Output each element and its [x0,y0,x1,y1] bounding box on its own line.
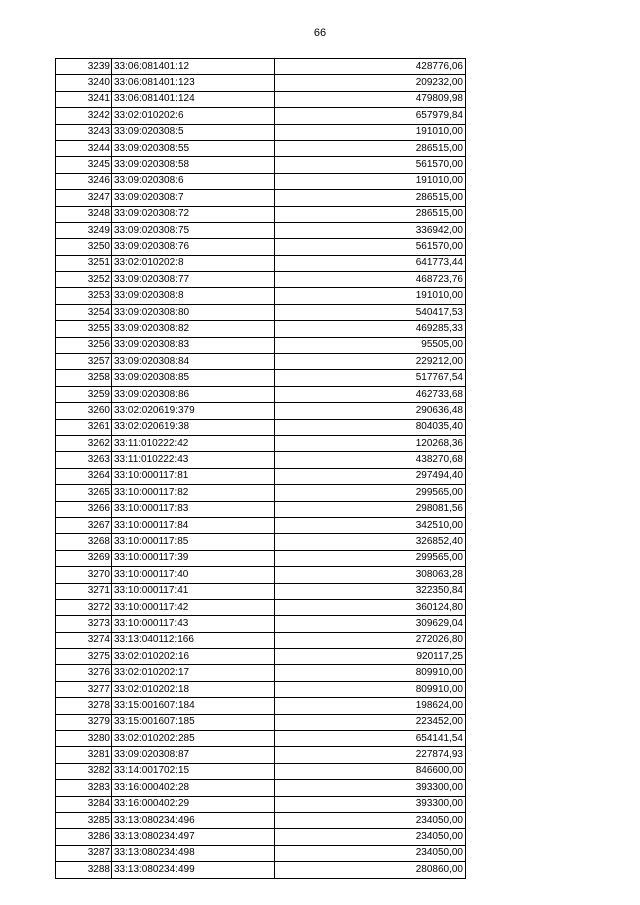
row-number-cell: 3241 [56,91,112,107]
table-row [56,599,466,615]
row-number-cell: 3263 [56,452,112,468]
cadastral-value-cell: 428776,06 [275,59,466,75]
table-row [56,190,466,206]
cadastral-number-cell: 33:02:020619:38 [112,419,275,435]
row-number-cell: 3287 [56,845,112,861]
row-number-cell: 3268 [56,534,112,550]
cadastral-number-cell: 33:09:020308:72 [112,206,275,222]
cadastral-number-cell: 33:02:010202:6 [112,108,275,124]
table-row [56,780,466,796]
table-row [56,501,466,517]
table-row [56,91,466,107]
cadastral-number-cell: 33:09:020308:80 [112,304,275,320]
cadastral-number-cell: 33:09:020308:85 [112,370,275,386]
row-number-cell: 3245 [56,157,112,173]
table-row [56,108,466,124]
table-row [56,550,466,566]
cadastral-number-cell: 33:02:010202:285 [112,731,275,747]
table-row [56,157,466,173]
cadastral-value-cell: 641773,44 [275,255,466,271]
cadastral-number-cell: 33:06:081401:12 [112,59,275,75]
table-row [56,206,466,222]
cadastral-number-cell: 33:09:020308:58 [112,157,275,173]
table-row [56,173,466,189]
table-row [56,255,466,271]
cadastral-number-cell: 33:16:000402:29 [112,796,275,812]
cadastral-value-cell: 462733,68 [275,386,466,402]
cadastral-number-cell: 33:02:020619:379 [112,403,275,419]
cadastral-value-cell: 234050,00 [275,812,466,828]
table-body [56,59,466,879]
table-row [56,386,466,402]
row-number-cell: 3288 [56,862,112,878]
cadastral-number-cell: 33:09:020308:8 [112,288,275,304]
cadastral-value-cell: 809910,00 [275,665,466,681]
row-number-cell: 3286 [56,829,112,845]
cadastral-value-cell: 360124,80 [275,599,466,615]
row-number-cell: 3246 [56,173,112,189]
table-row [56,796,466,812]
row-number-cell: 3240 [56,75,112,91]
table-row [56,321,466,337]
cadastral-number-cell: 33:13:080234:498 [112,845,275,861]
row-number-cell: 3267 [56,517,112,533]
table-row [56,665,466,681]
cadastral-value-cell: 234050,00 [275,845,466,861]
cadastral-value-table [55,58,466,879]
table-row [56,370,466,386]
table-row [56,829,466,845]
row-number-cell: 3265 [56,485,112,501]
cadastral-value-cell: 342510,00 [275,517,466,533]
cadastral-value-cell: 120268,36 [275,435,466,451]
row-number-cell: 3259 [56,386,112,402]
cadastral-number-cell: 33:10:000117:42 [112,599,275,615]
row-number-cell: 3239 [56,59,112,75]
cadastral-value-cell: 920117,25 [275,649,466,665]
row-number-cell: 3274 [56,632,112,648]
cadastral-value-cell: 804035,40 [275,419,466,435]
cadastral-value-cell: 309629,04 [275,616,466,632]
cadastral-value-cell: 299565,00 [275,485,466,501]
row-number-cell: 3242 [56,108,112,124]
table-row [56,75,466,91]
table-row [56,59,466,75]
cadastral-value-cell: 286515,00 [275,140,466,156]
table-row [56,435,466,451]
cadastral-number-cell: 33:10:000117:39 [112,550,275,566]
cadastral-value-cell: 227874,93 [275,747,466,763]
table-row [56,567,466,583]
row-number-cell: 3281 [56,747,112,763]
cadastral-number-cell: 33:13:080234:499 [112,862,275,878]
table-row [56,731,466,747]
cadastral-number-cell: 33:15:001607:184 [112,698,275,714]
row-number-cell: 3269 [56,550,112,566]
cadastral-number-cell: 33:06:081401:123 [112,75,275,91]
table-row [56,304,466,320]
cadastral-value-cell: 234050,00 [275,829,466,845]
table-row [56,583,466,599]
row-number-cell: 3251 [56,255,112,271]
table-row [56,124,466,140]
cadastral-value-cell: 280860,00 [275,862,466,878]
cadastral-value-cell: 846600,00 [275,763,466,779]
row-number-cell: 3252 [56,272,112,288]
cadastral-value-cell: 438270,68 [275,452,466,468]
table-row [56,485,466,501]
cadastral-number-cell: 33:13:080234:496 [112,812,275,828]
table-row [56,534,466,550]
cadastral-number-cell: 33:09:020308:55 [112,140,275,156]
cadastral-number-cell: 33:09:020308:5 [112,124,275,140]
cadastral-number-cell: 33:10:000117:84 [112,517,275,533]
cadastral-value-cell: 468723,76 [275,272,466,288]
cadastral-value-cell: 272026,80 [275,632,466,648]
row-number-cell: 3270 [56,567,112,583]
row-number-cell: 3266 [56,501,112,517]
cadastral-number-cell: 33:09:020308:87 [112,747,275,763]
row-number-cell: 3258 [56,370,112,386]
table-row [56,616,466,632]
table-row [56,403,466,419]
table-row [56,239,466,255]
cadastral-value-cell: 479809,98 [275,91,466,107]
table-row [56,222,466,238]
row-number-cell: 3271 [56,583,112,599]
row-number-cell: 3285 [56,812,112,828]
cadastral-value-cell: 286515,00 [275,206,466,222]
cadastral-value-cell: 540417,53 [275,304,466,320]
cadastral-number-cell: 33:10:000117:41 [112,583,275,599]
table-row [56,517,466,533]
row-number-cell: 3272 [56,599,112,615]
row-number-cell: 3278 [56,698,112,714]
cadastral-number-cell: 33:11:010222:42 [112,435,275,451]
row-number-cell: 3249 [56,222,112,238]
cadastral-value-cell: 393300,00 [275,796,466,812]
cadastral-number-cell: 33:09:020308:83 [112,337,275,353]
cadastral-value-cell: 809910,00 [275,681,466,697]
cadastral-value-cell: 191010,00 [275,288,466,304]
table-row [56,845,466,861]
cadastral-value-cell: 469285,33 [275,321,466,337]
cadastral-number-cell: 33:14:001702:15 [112,763,275,779]
cadastral-value-cell: 561570,00 [275,239,466,255]
cadastral-number-cell: 33:09:020308:6 [112,173,275,189]
table-row [56,632,466,648]
cadastral-value-cell: 561570,00 [275,157,466,173]
row-number-cell: 3260 [56,403,112,419]
row-number-cell: 3256 [56,337,112,353]
table-row [56,747,466,763]
table-row [56,698,466,714]
table-row [56,288,466,304]
table-row [56,419,466,435]
cadastral-value-cell: 654141,54 [275,731,466,747]
cadastral-number-cell: 33:09:020308:75 [112,222,275,238]
cadastral-number-cell: 33:10:000117:81 [112,468,275,484]
row-number-cell: 3276 [56,665,112,681]
cadastral-number-cell: 33:09:020308:77 [112,272,275,288]
row-number-cell: 3248 [56,206,112,222]
cadastral-value-cell: 517767,54 [275,370,466,386]
cadastral-value-cell: 191010,00 [275,173,466,189]
cadastral-number-cell: 33:09:020308:84 [112,354,275,370]
row-number-cell: 3253 [56,288,112,304]
cadastral-number-cell: 33:09:020308:7 [112,190,275,206]
cadastral-number-cell: 33:13:080234:497 [112,829,275,845]
cadastral-value-cell: 298081,56 [275,501,466,517]
cadastral-number-cell: 33:02:010202:18 [112,681,275,697]
cadastral-value-cell: 322350,84 [275,583,466,599]
row-number-cell: 3243 [56,124,112,140]
cadastral-number-cell: 33:06:081401:124 [112,91,275,107]
cadastral-number-cell: 33:10:000117:82 [112,485,275,501]
table-row [56,681,466,697]
cadastral-number-cell: 33:11:010222:43 [112,452,275,468]
cadastral-value-cell: 286515,00 [275,190,466,206]
page-number: 66 [313,27,327,39]
table-row [56,649,466,665]
cadastral-value-cell: 299565,00 [275,550,466,566]
row-number-cell: 3250 [56,239,112,255]
cadastral-value-cell: 223452,00 [275,714,466,730]
table-row [56,337,466,353]
cadastral-value-cell: 336942,00 [275,222,466,238]
table-row [56,272,466,288]
cadastral-value-cell: 209232,00 [275,75,466,91]
cadastral-number-cell: 33:02:010202:17 [112,665,275,681]
row-number-cell: 3284 [56,796,112,812]
cadastral-value-cell: 95505,00 [275,337,466,353]
cadastral-number-cell: 33:02:010202:16 [112,649,275,665]
table-row [56,452,466,468]
cadastral-value-cell: 191010,00 [275,124,466,140]
cadastral-number-cell: 33:09:020308:76 [112,239,275,255]
table-row [56,468,466,484]
cadastral-number-cell: 33:15:001607:185 [112,714,275,730]
cadastral-number-cell: 33:09:020308:86 [112,386,275,402]
row-number-cell: 3244 [56,140,112,156]
row-number-cell: 3262 [56,435,112,451]
cadastral-value-cell: 657979,84 [275,108,466,124]
cadastral-number-cell: 33:10:000117:83 [112,501,275,517]
row-number-cell: 3247 [56,190,112,206]
row-number-cell: 3277 [56,681,112,697]
table-row [56,862,466,878]
table-row [56,812,466,828]
table-row [56,354,466,370]
row-number-cell: 3280 [56,731,112,747]
table-row [56,714,466,730]
row-number-cell: 3283 [56,780,112,796]
cadastral-value-cell: 326852,40 [275,534,466,550]
cadastral-number-cell: 33:10:000117:85 [112,534,275,550]
row-number-cell: 3255 [56,321,112,337]
cadastral-value-cell: 308063,28 [275,567,466,583]
table-row [56,140,466,156]
cadastral-value-cell: 229212,00 [275,354,466,370]
cadastral-number-cell: 33:16:000402:28 [112,780,275,796]
row-number-cell: 3261 [56,419,112,435]
cadastral-number-cell: 33:09:020308:82 [112,321,275,337]
cadastral-number-cell: 33:10:000117:40 [112,567,275,583]
cadastral-value-cell: 198624,00 [275,698,466,714]
cadastral-value-cell: 290636,48 [275,403,466,419]
cadastral-number-cell: 33:02:010202:8 [112,255,275,271]
row-number-cell: 3275 [56,649,112,665]
row-number-cell: 3282 [56,763,112,779]
row-number-cell: 3257 [56,354,112,370]
row-number-cell: 3279 [56,714,112,730]
row-number-cell: 3273 [56,616,112,632]
cadastral-number-cell: 33:13:040112:166 [112,632,275,648]
row-number-cell: 3264 [56,468,112,484]
row-number-cell: 3254 [56,304,112,320]
cadastral-number-cell: 33:10:000117:43 [112,616,275,632]
table-row [56,763,466,779]
cadastral-value-cell: 393300,00 [275,780,466,796]
cadastral-value-cell: 297494,40 [275,468,466,484]
